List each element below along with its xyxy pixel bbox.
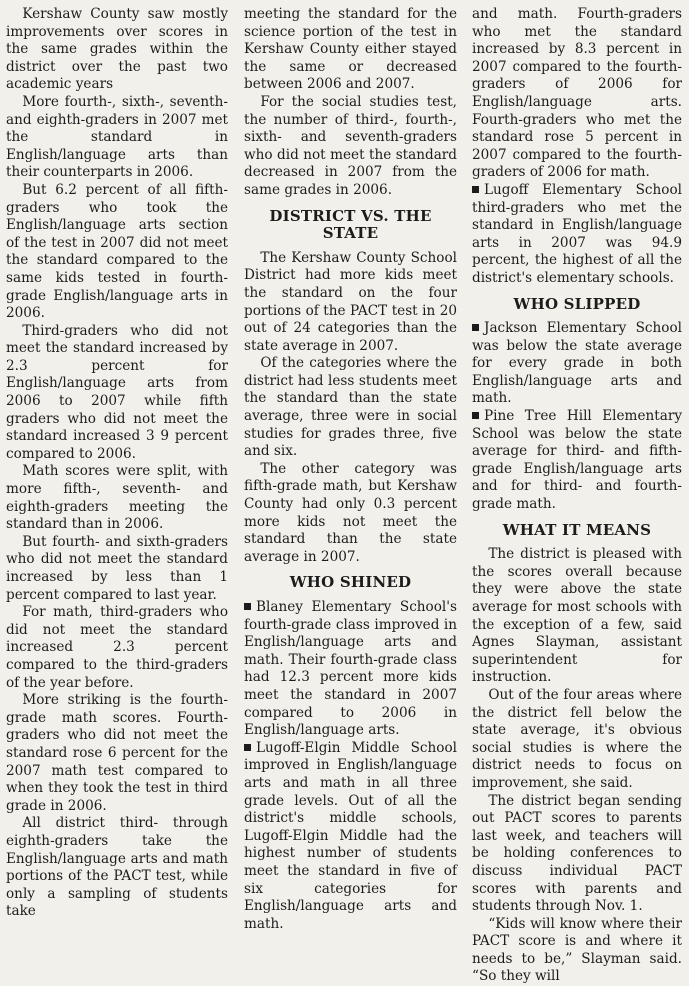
paragraph: Of the categories where the district had less students meet the standard than the state average, three were in social studies for grades three, five and six. — [244, 355, 457, 460]
bullet-item — [244, 740, 457, 934]
paragraph: All district third- through eighth-graders take the English/language arts and math portions of the PACT test, while only a sampling of students take — [6, 815, 228, 920]
bullet-text: Jackson Elementary School was below the state average for every grade in both English/language arts and math. — [472, 320, 682, 407]
bullet-item — [472, 320, 682, 408]
paragraph: Third-graders who did not meet the standard increased by 2.3 percent for English/language arts from 2006 to 2007 while fifth graders who did not meet the standard increased 3 9 percent compared to 2006. — [6, 322, 228, 462]
section-heading: WHO SLIPPED — [513, 294, 641, 313]
bullet-text: Pine Tree Hill Elementary School was below the state average for third- and fifth-grade English/language arts and for third- and fourth-grade math. — [472, 408, 682, 513]
bullet-text: Lugoff Elementary School third-graders who met the standard in English/language arts in 2007 was 94.9 percent, the highest of all the district's elementary schools. — [472, 181, 682, 286]
paragraph: But fourth- and sixth-graders who did not meet the standard increased by less than 1 percent compared to last year. — [6, 533, 228, 603]
bullet-item — [244, 599, 457, 740]
square-bullet-icon — [244, 744, 251, 751]
paragraph: Out of the four areas where the district fell below the state average, it's obvious social studies is where the district needs to focus on improvement, she said. — [472, 686, 682, 791]
paragraph: For math, third-graders who did not meet the standard increased 2.3 percent compared to the third-graders of the year before. — [6, 604, 228, 691]
paragraph: The district is pleased with the scores overall because they were above the state average for most schools with the exception of a few, said Agnes Slayman, assistant superintendent for instruction. — [472, 546, 682, 686]
paragraph: More striking is the fourth-grade math scores. Fourth-graders who did not meet the standard rose 6 percent for the 2007 math test compared to when they took the test in third grade in 2006. — [6, 692, 228, 814]
square-bullet-icon — [472, 186, 479, 193]
bullet-item — [472, 408, 682, 514]
paragraph: Math scores were split, with more fifth-, seventh- and eighth-graders meeting the standard than in 2006. — [6, 463, 228, 533]
bullet-text: Blaney Elementary School's fourth-grade class improved in English/language arts and math. Their fourth-grade class had 12.3 percent more kids meet the standard in 2007 compared to 2006 in English/language arts. — [244, 599, 457, 739]
paragraph: and math. Fourth-graders who met the standard increased by 8.3 percent in 2007 compared to the fourth-graders of 2006 for English/language arts. Fourth-graders who met the standard rose 5 percent in 2007 compared to the fourth-graders of 2006 for math. — [472, 6, 682, 181]
paragraph: The other category was fifth-grade math, but Kershaw County had only 0.3 percent more kids not meet the standard than the state average in 2007. — [244, 460, 457, 565]
section-heading: WHAT IT MEANS — [502, 520, 652, 539]
paragraph: Kershaw County saw mostly improvements over scores in the same grades within the district over the past two academic years — [6, 6, 228, 93]
bullet-item — [472, 182, 682, 288]
square-bullet-icon — [244, 603, 251, 610]
paragraph: For the social studies test, the number of third-, fourth-, sixth- and seventh-graders who did not meet the standard decreased in 2007 from the same grades in 2006. — [244, 93, 457, 198]
paragraph: “Kids will know where their PACT score is and where it needs to be,” Slayman said. “So they will — [472, 915, 682, 985]
paragraph: meeting the standard for the science portion of the test in Kershaw County either stayed the same or decreased between 2006 and 2007. — [244, 6, 457, 93]
article-column-2 — [244, 6, 457, 933]
section-heading: DISTRICT VS. THE STATE — [269, 206, 432, 243]
paragraph: The Kershaw County School District had more kids meet the standard on the four portions of the PACT test in 20 out of 24 categories than the state average in 2007. — [244, 249, 457, 354]
paragraph: The district began sending out PACT scores to parents last week, and teachers will be holding conferences to discuss individual PACT scores with parents and students through Nov. 1. — [472, 792, 682, 915]
section-heading: WHO SHINED — [289, 573, 412, 592]
article-column-3 — [472, 6, 682, 986]
paragraph: But 6.2 percent of all fifth-graders who took the English/language arts section of the test in 2007 did not meet the standard compared to the same kids tested in fourth-grade English/language arts in 2006. — [6, 181, 228, 322]
square-bullet-icon — [472, 324, 479, 331]
bullet-text: Lugoff-Elgin Middle School improved in English/language arts and math in all three grade levels. Out of all the district's middle schools, Lugoff-Elgin Middle had the highest number of students meet the standard in five of six categories for English/language arts and math. — [244, 739, 457, 932]
square-bullet-icon — [472, 412, 479, 419]
paragraph: More fourth-, sixth-, seventh- and eighth-graders in 2007 met the standard in English/language arts than their counterparts in 2006. — [6, 93, 228, 181]
article-column-1 — [6, 6, 228, 921]
